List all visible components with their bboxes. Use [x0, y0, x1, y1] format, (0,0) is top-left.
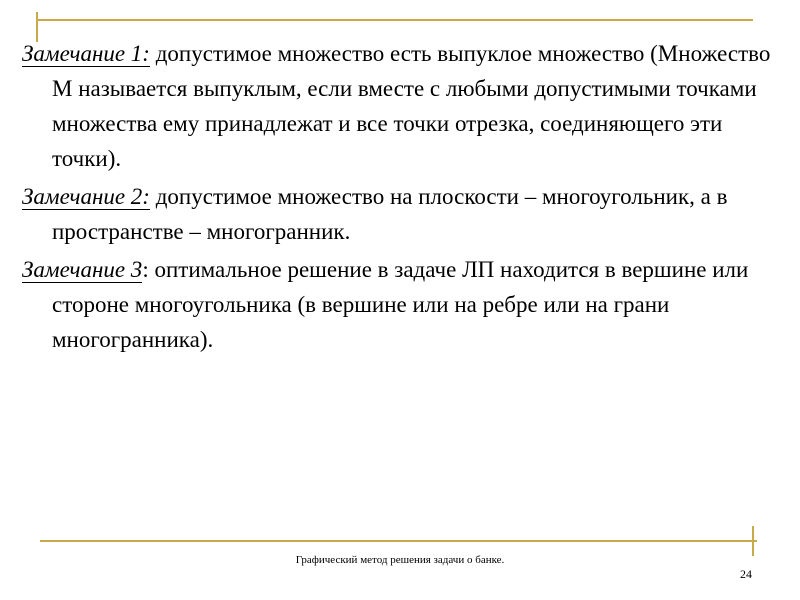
remark-3-label: Замечание 3	[22, 257, 143, 282]
remark-3	[22, 252, 782, 357]
remark-2	[22, 179, 782, 249]
remark-3-text: : оптимальное решение в задаче ЛП находится в вершине или стороне многоугольника (в вершине или на ребре или на грани многогранника).	[52, 257, 749, 352]
top-decor-line	[36, 19, 753, 21]
remark-2-text: допустимое множество на плоскости – многоугольник, а в пространстве – многогранник.	[52, 184, 728, 244]
remark-1-text: допустимое множество есть выпуклое множество (Множество М называется выпуклым, если вместе с любыми допустимыми точками множества ему принадлежат и все точки отрезка, соединяющего эти точки).	[52, 41, 771, 171]
remark-1	[22, 36, 782, 176]
remark-2-label: Замечание 2:	[22, 184, 150, 209]
bottom-decor-line	[40, 540, 757, 542]
page-number: 24	[740, 567, 752, 581]
slide-content	[22, 36, 782, 360]
bottom-decor-vertical-line	[752, 526, 754, 556]
remark-1-label: Замечание 1:	[22, 41, 150, 66]
footer-caption: Графический метод решения задачи о банке.	[295, 554, 505, 566]
